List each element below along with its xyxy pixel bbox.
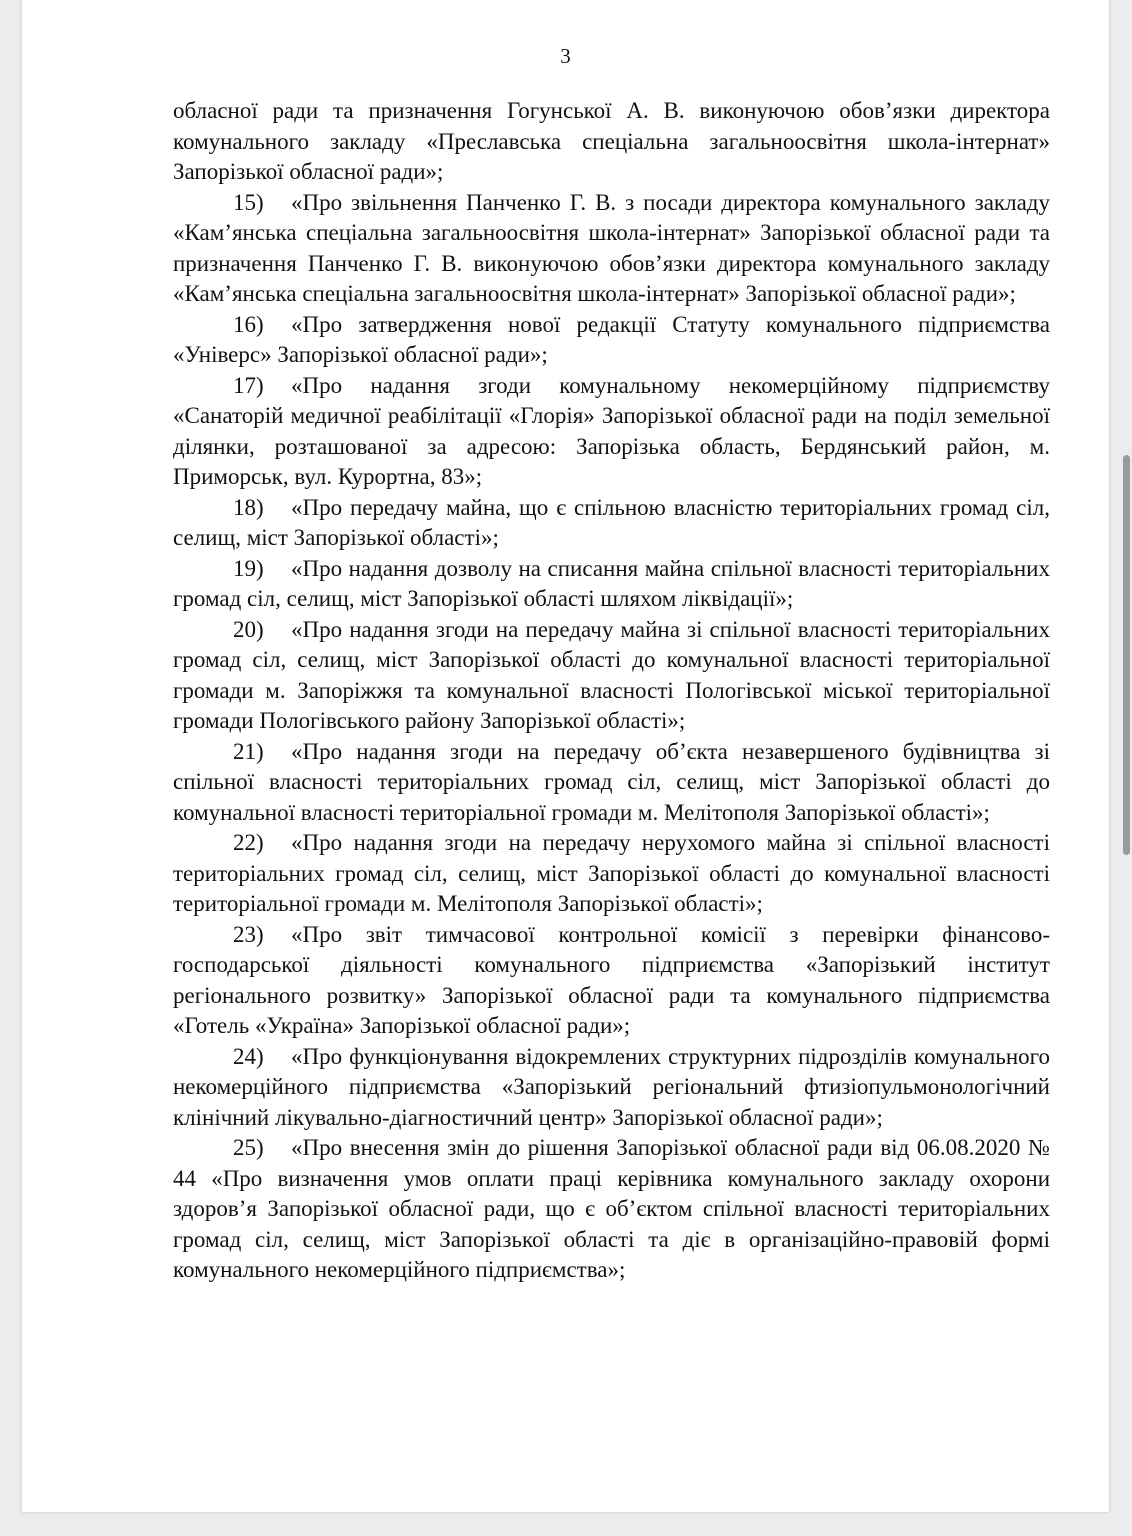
item-number: 22) bbox=[233, 830, 264, 855]
list-item-15 bbox=[173, 188, 1050, 310]
item-number: 23) bbox=[233, 921, 264, 947]
item-text: «Про функціонування відокремлених структурних підрозділів комунального некомерційного підприємства «Запорізький регіональний фтизіопульмонологічний клінічний лікувально-діагностичний центр» Запорізької обласної ради»; bbox=[173, 1043, 1050, 1130]
list-item-20 bbox=[173, 615, 1050, 737]
item-number: 16) bbox=[233, 311, 264, 337]
item-text: «Про звільнення Панченко Г. В. з посади директора комунального закладу «Кам’янська спеціальна загальноосвітня школа-інтернат» Запорізької обласної ради та призначення Панченко Г. В. виконуючою обов’язки директора комунального закладу «Кам’янська спеціальна загальноосвітня школа-інтернат» Запорізької обласної ради»; bbox=[173, 189, 1050, 306]
item-text: «Про передачу майна, що є спільною власністю територіальних громад сіл, селищ, міст Запорізької області»; bbox=[173, 494, 1050, 550]
item-number: 20) bbox=[233, 616, 264, 642]
document-page bbox=[22, 0, 1109, 1512]
list-item-17 bbox=[173, 371, 1050, 493]
item-number: 19) bbox=[233, 555, 264, 581]
vertical-scrollbar[interactable] bbox=[1123, 455, 1130, 855]
list-item-21 bbox=[173, 737, 1050, 829]
list-item-16 bbox=[173, 310, 1050, 371]
item-text: «Про надання згоди комунальному некомерційному підприємству «Санаторій медичної реабілітації «Глорія» Запорізької обласної ради на поділ земельної ділянки, розташованої за адресою: Запорізька область, Бердянський район, м. Приморськ, вул. Курортна, 83»; bbox=[173, 372, 1050, 489]
intro-paragraph: обласної ради та призначення Гогунської А. В. виконуючою обов’язки директора комунального закладу «Преславська спеціальна загальноосвітня школа-інтернат» Запорізької обласної ради»; bbox=[173, 98, 1050, 184]
item-number: 24) bbox=[233, 1043, 264, 1069]
item-text: «Про внесення змін до рішення Запорізької обласної ради від 06.08.2020 № 44 «Про визначення умов оплати праці керівника комунального закладу охорони здоров’я Запорізької обласної ради, що є об’єктом спільної власності територіальних громад сіл, селищ, міст Запорізької області та діє в організаційно-правовій формі комунального некомерційного підприємства»; bbox=[173, 1135, 1050, 1282]
list-item-19 bbox=[173, 554, 1050, 615]
item-text: «Про надання згоди на передачу нерухомого майна зі спільної власності територіальних громад сіл, селищ, міст Запорізької області до комунальної власності територіальної громади м. Мелітополя Запорізької області»; bbox=[173, 830, 1050, 916]
list-item-23 bbox=[173, 920, 1050, 1042]
item-text: «Про надання згоди на передачу об’єкта незавершеного будівництва зі спільної власності територіальних громад сіл, селищ, міст Запорізької області до комунальної власності територіальної громади м. Мелітополя Запорізької області»; bbox=[173, 738, 1050, 825]
list-item-18 bbox=[173, 493, 1050, 554]
item-text: «Про надання дозволу на списання майна спільної власності територіальних громад сіл, селищ, міст Запорізької області шляхом ліквідації»; bbox=[173, 555, 1050, 611]
item-number: 15) bbox=[233, 189, 264, 215]
item-text: «Про звіт тимчасової контрольної комісії з перевірки фінансово-господарської діяльності комунального підприємства «Запорізький інститут регіонального розвитку» Запорізької обласної ради та комунального підприємства «Готель «Україна» Запорізької обласної ради»; bbox=[173, 921, 1050, 1038]
item-number: 17) bbox=[233, 372, 264, 398]
item-number: 25) bbox=[233, 1135, 264, 1160]
item-text: «Про надання згоди на передачу майна зі спільної власності територіальних громад сіл, селищ, міст Запорізької області до комунальної власності територіальної громади м. Запоріжжя та комунальної власності Пологівської міської територіальної громади Пологівського району Запорізької області»; bbox=[173, 616, 1050, 733]
item-number: 18) bbox=[233, 494, 264, 520]
document-body bbox=[173, 96, 1050, 1286]
list-item-24 bbox=[173, 1042, 1050, 1134]
list-item-25 bbox=[173, 1133, 1050, 1286]
page-number: 3 bbox=[560, 44, 571, 68]
item-number: 21) bbox=[233, 738, 264, 764]
item-text: «Про затвердження нової редакції Статуту комунального підприємства «Універс» Запорізької обласної ради»; bbox=[173, 311, 1050, 367]
list-item-22 bbox=[173, 828, 1050, 920]
